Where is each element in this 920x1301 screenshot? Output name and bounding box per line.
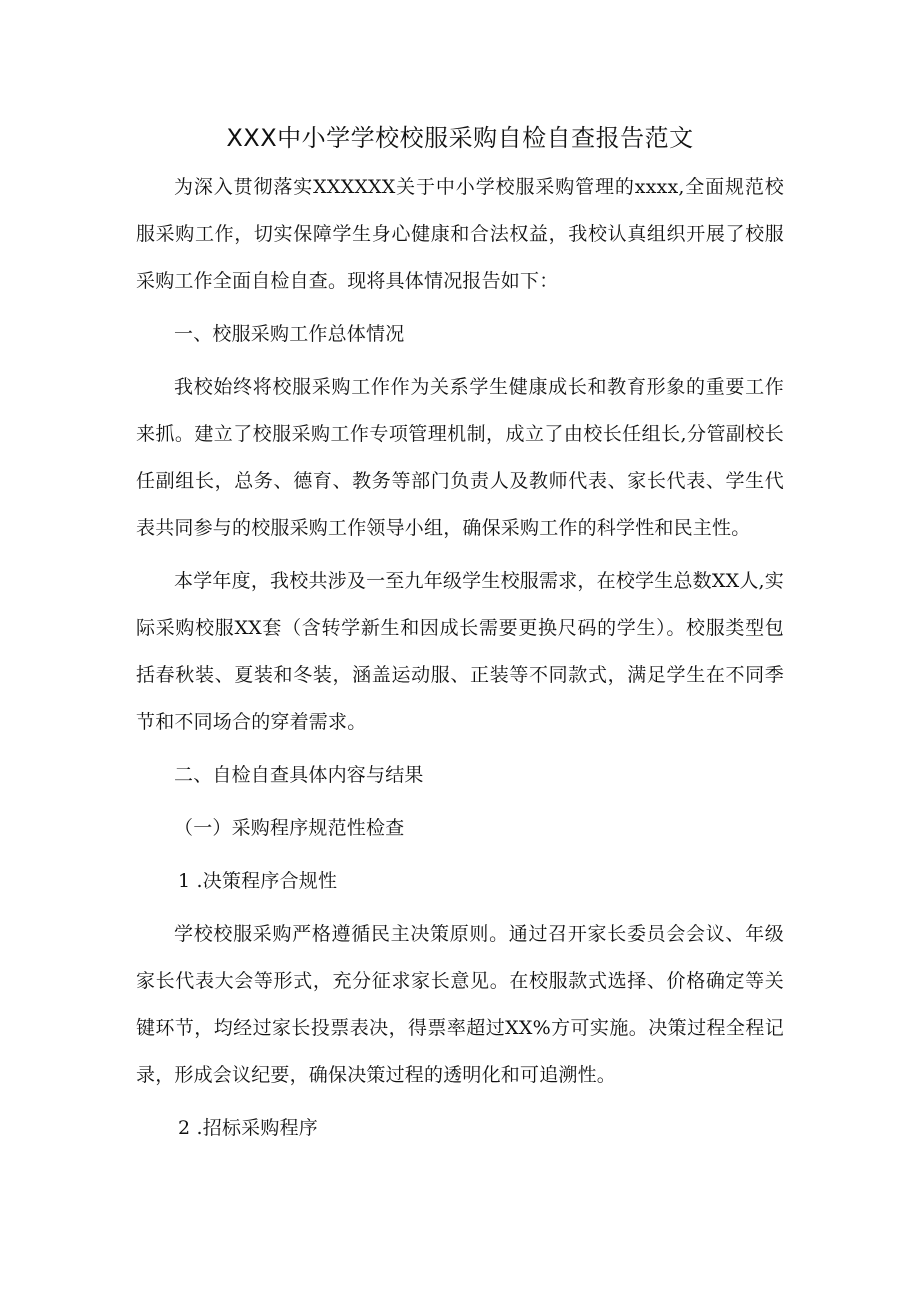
body-paragraph: 学校校服采购严格遵循民主决策原则。通过召开家长委员会会议、年级家长代表大会等形式，充分征求家长意见。在校服款式选择、价格确定等关键环节，均经过家长投票表决，得票率超过XX%方可实施。决策过程全程记录，形成会议纪要，确保决策过程的透明化和可追溯性。 xyxy=(136,923,784,1086)
body-paragraph: 本学年度，我校共涉及一至九年级学生校服需求，在校学生总数XX人,实际采购校服XX套（含转学新生和因成长需要更换尺码的学生）。校服类型包括春秋装、夏装和冬装，涵盖运动服、正装等不同款式，满足学生在不同季节和不同场合的穿着需求。 xyxy=(136,570,784,733)
document-body xyxy=(136,112,784,1158)
body-paragraph: 我校始终将校服采购工作作为关系学生健康成长和教育形象的重要工作来抓。建立了校服采购工作专项管理机制，成立了由校长任组长,分管副校长任副组长，总务、德育、教务等部门负责人及教师代表、家长代表、学生代表共同参与的校服采购工作领导小组，确保采购工作的科学性和民主性。 xyxy=(136,376,784,539)
document-title: XXX中小学学校校服采购自检自查报告范文 xyxy=(226,124,694,152)
section-heading-1: 一、校服采购工作总体情况 xyxy=(174,323,405,345)
numbered-item: 2 .招标采购程序 xyxy=(178,1117,318,1139)
subsection-heading: （一）采购程序规范性检查 xyxy=(174,817,405,839)
section-heading-2: 二、自检自查具体内容与结果 xyxy=(174,764,424,786)
intro-paragraph: 为深入贯彻落实XXXXXX关于中小学校服采购管理的xxxx,全面规范校服采购工作，切实保障学生身心健康和合法权益，我校认真组织开展了校服采购工作全面自检自查。现将具体情况报告如下： xyxy=(136,176,784,292)
numbered-item: 1 .决策程序合规性 xyxy=(178,870,338,892)
